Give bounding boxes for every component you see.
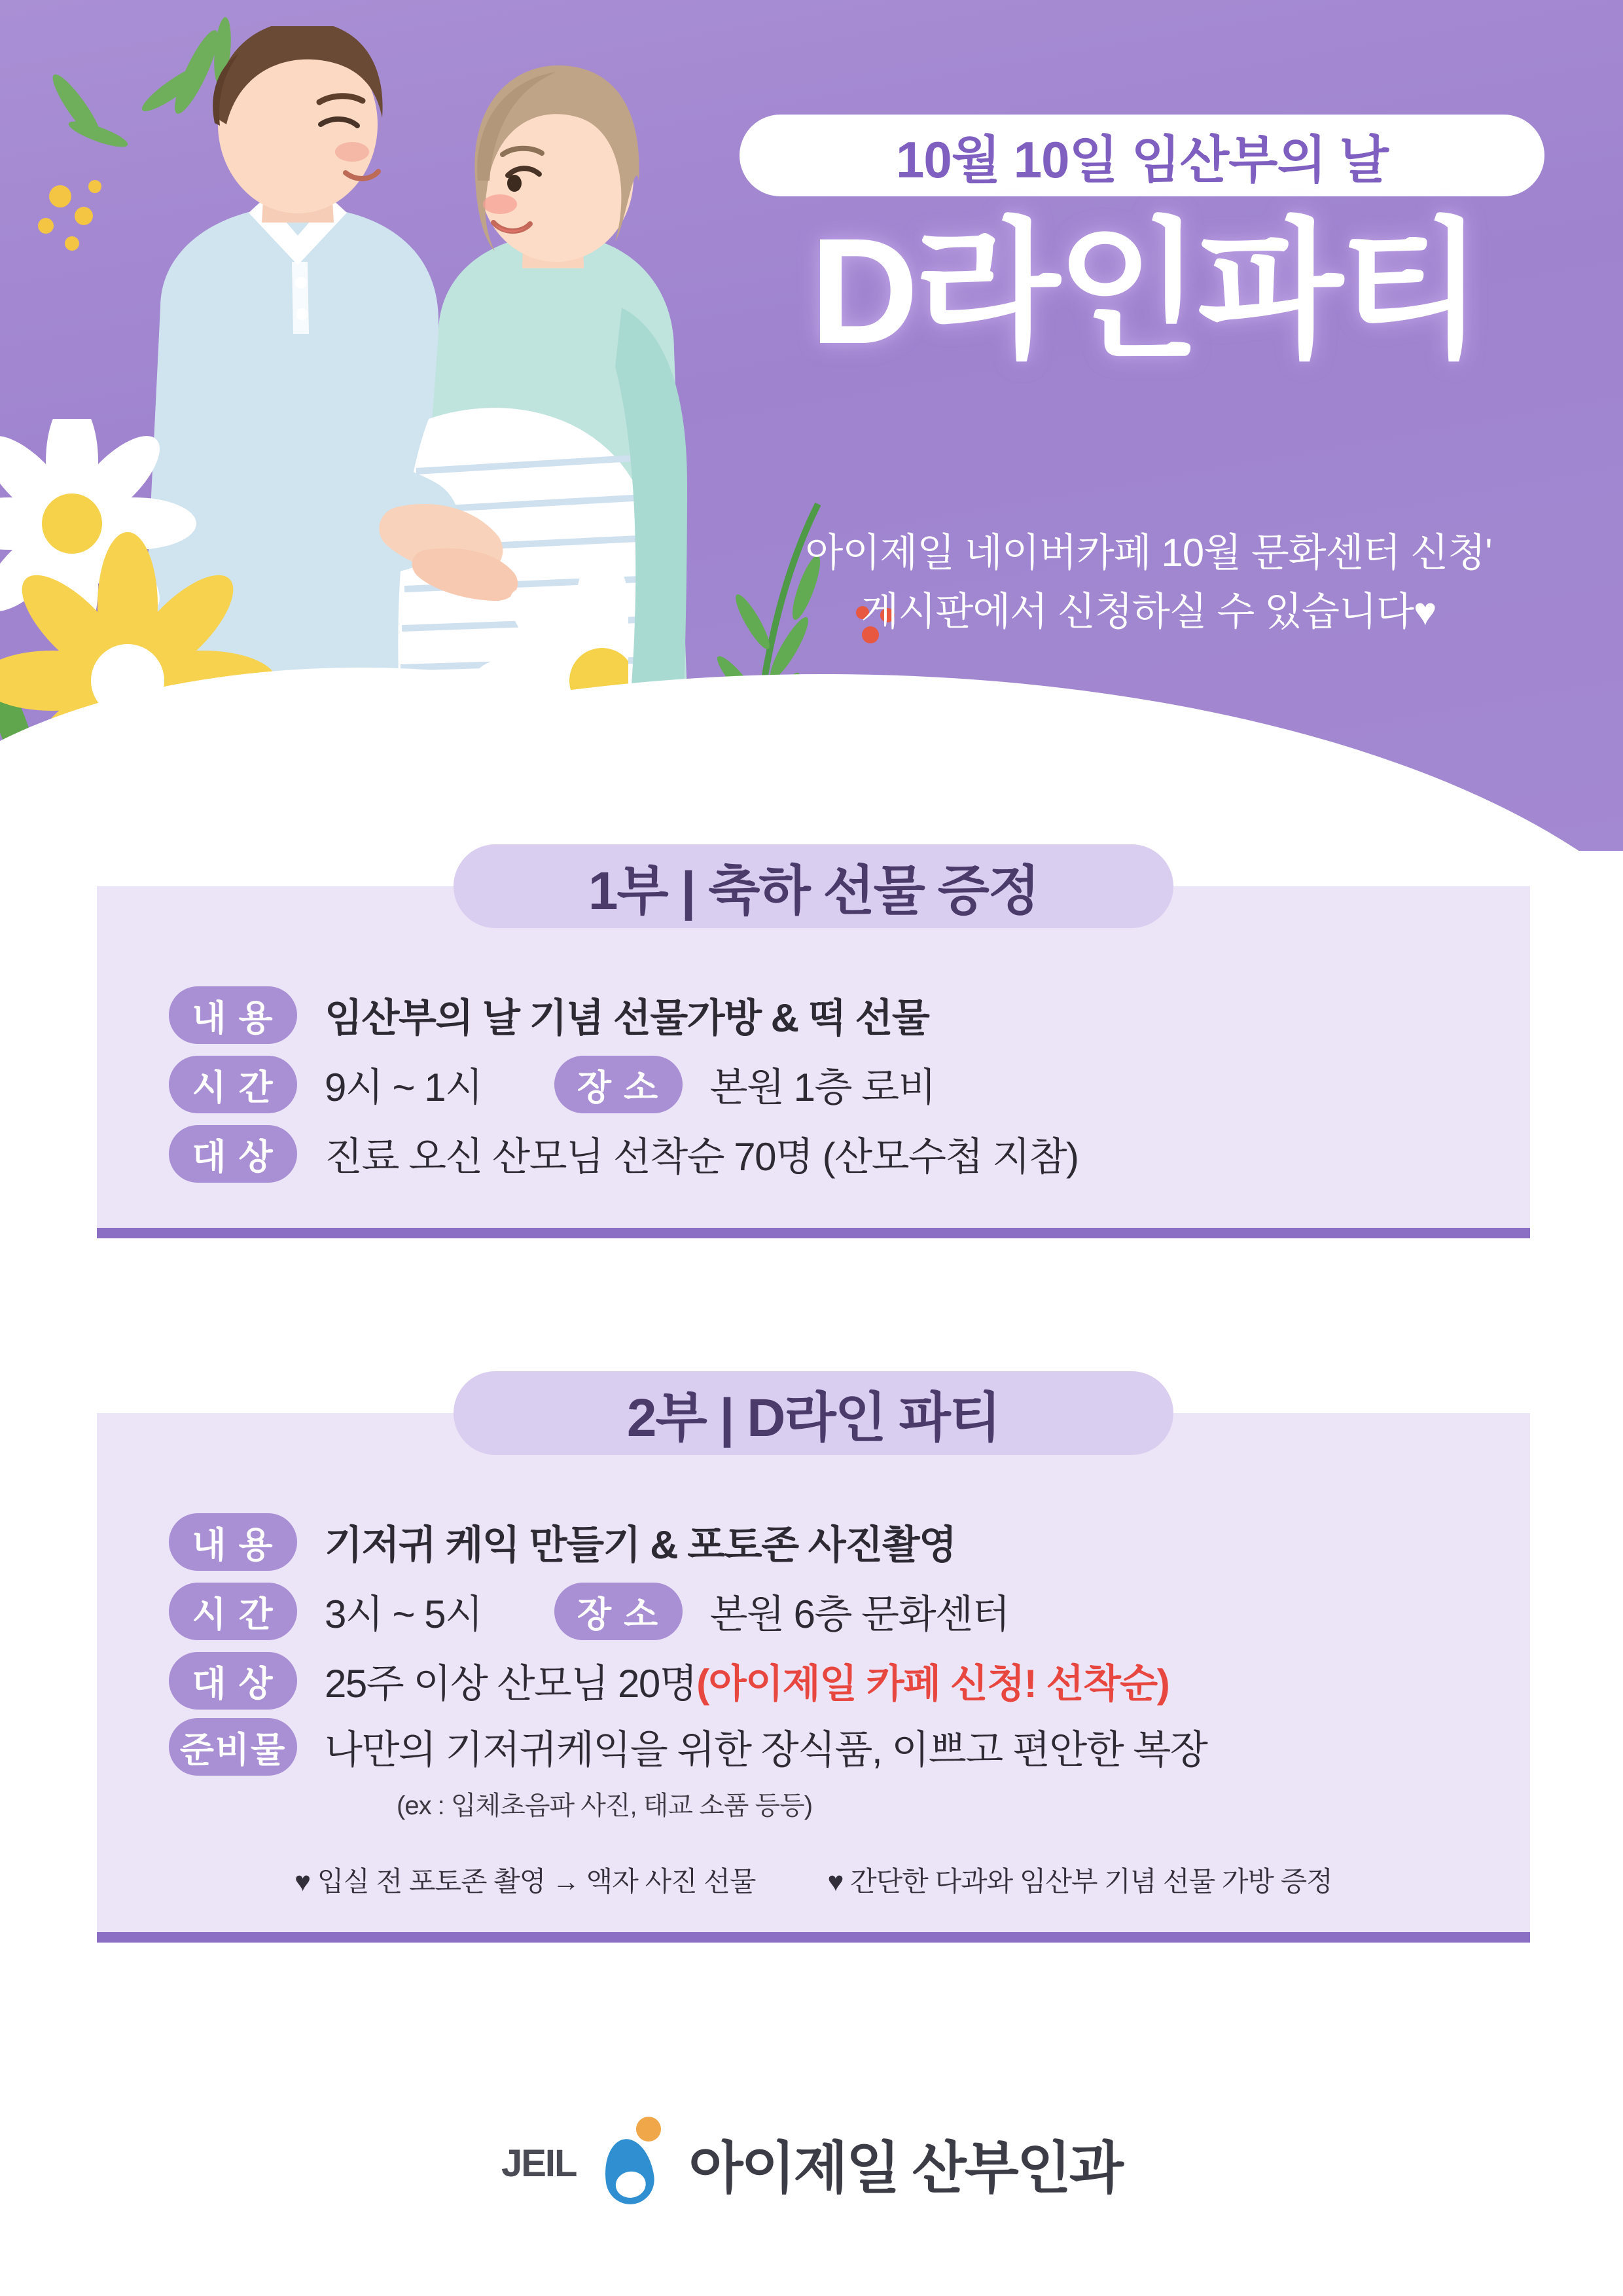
date-badge: [740, 115, 1544, 196]
logo-jeil-text: JEIL: [501, 2142, 577, 2185]
row-value: 3시 ~ 5시: [325, 1592, 482, 1636]
hero-subtitle-line2: 게시판에서 신청하실 수 있습니다♥: [861, 590, 1436, 634]
row-tag: 시 간: [169, 1056, 297, 1113]
info-row: [169, 1577, 1458, 1646]
hero-subtitle-line1: 아이제일 네이버카페 10월 문화센터 신청': [805, 531, 1492, 575]
info-row: [169, 1050, 1458, 1119]
row-tag: 대 상: [169, 1652, 297, 1710]
info-row: [169, 1646, 1458, 1715]
section-part1-heading: [454, 844, 1173, 928]
hero-banner: [0, 0, 1623, 851]
row-value-place: 본원 6층 문화센터: [709, 1592, 1009, 1636]
row-tag: 대 상: [169, 1125, 297, 1183]
section-part1: [97, 844, 1530, 1238]
section-part1-body: [97, 886, 1530, 1238]
row-value: 25주 이상 산모님 20명: [325, 1662, 697, 1706]
footnote-item: ♥ 간단한 다과와 임산부 기념 선물 가방 증정: [827, 1866, 1332, 1897]
info-row: [169, 1715, 1458, 1778]
row-value: 나만의 기저귀케익을 위한 장식품, 이쁘고 편안한 복장: [325, 1728, 1207, 1772]
section-part1-heading-label: 1부 | 축하 선물 증정: [588, 861, 1039, 921]
info-row: [169, 1507, 1458, 1577]
row-value: 9시 ~ 1시: [325, 1066, 482, 1109]
row-tag: 준비물: [169, 1718, 297, 1776]
dot-accent-icon: [636, 2117, 661, 2142]
hero-subtitle: [733, 524, 1564, 641]
row-tag-place: 장 소: [554, 1056, 683, 1113]
clinic-name: 아이제일 산부인과: [688, 2137, 1122, 2200]
info-row: [169, 1119, 1458, 1189]
footer-logo: [0, 2114, 1623, 2212]
row-tag: 내 용: [169, 986, 297, 1044]
row-value-accent: (아이제일 카페 신청! 선착순): [696, 1662, 1169, 1706]
row-note: (ex : 입체초음파 사진, 태교 소품 등등): [397, 1791, 813, 1820]
row-tag-place: 장 소: [554, 1583, 683, 1640]
info-row: [169, 980, 1458, 1050]
section-part2: [97, 1371, 1530, 1943]
row-value: 진료 오신 산모님 선착순 70명 (산모수첩 지참): [325, 1135, 1079, 1179]
water-drop-icon: [593, 2114, 671, 2212]
section-part2-heading: [454, 1371, 1173, 1455]
footnote-item: ♥ 입실 전 포토존 촬영 → 액자 사진 선물: [294, 1866, 756, 1897]
page-title: D라인파티: [810, 207, 1481, 375]
footnotes: [169, 1860, 1458, 1899]
section-part2-body: [97, 1413, 1530, 1943]
row-tag: 시 간: [169, 1583, 297, 1640]
section-part2-heading-label: 2부 | D라인 파티: [626, 1388, 1001, 1448]
row-value: 임산부의 날 기념 선물가방 & 떡 선물: [325, 996, 929, 1040]
row-value-place: 본원 1층 로비: [709, 1066, 936, 1109]
row-tag: 내 용: [169, 1513, 297, 1571]
date-badge-label: 10월 10일 임산부의 날: [896, 130, 1388, 188]
row-value: 기저귀 케익 만들기 & 포토존 사진촬영: [325, 1523, 956, 1567]
